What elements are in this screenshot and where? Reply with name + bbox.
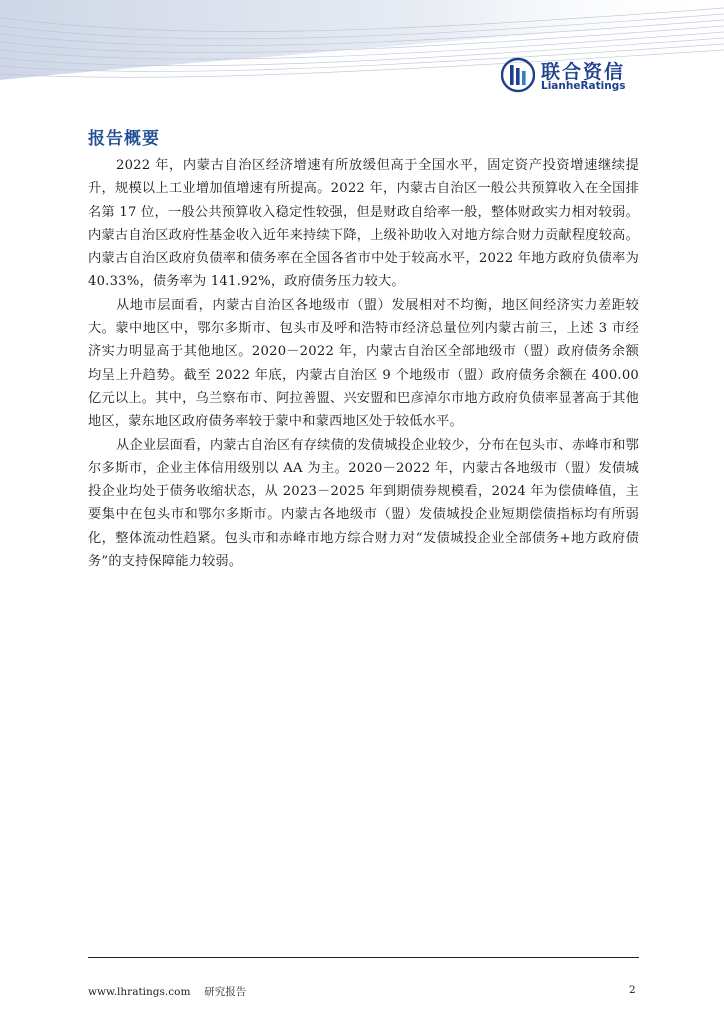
logo-text-en: LianheRatings	[541, 80, 626, 92]
paragraph-city-level: 从地市层面看，内蒙古自治区各地级市（盟）发展相对不均衡，地区间经济实力差距较大。蒙中地区中，鄂尔多斯市、包头市及呼和浩特市经济总量位列内蒙古前三，上述 3 市经济实力明显高于其他地区。2020－2022 年，内蒙古自治区全部地级市（盟）政府债务余额均呈上升趋势。截至 2022 年底，内蒙古自治区 9 个地级市（盟）政府债务余额在 400.00 亿元以上。其中，乌兰察布市、阿拉善盟、兴安盟和巴彦淖尔市地方政府负债率显著高于其他地区，蒙东地区政府债务率较于蒙中和蒙西地区处于较低水平。	[88, 297, 639, 430]
section-title: 报告概要	[88, 129, 160, 149]
report-summary-body	[88, 154, 639, 573]
paragraph-enterprise-level: 从企业层面看，内蒙古自治区有存续债的发债城投企业较少，分布在包头市、赤峰市和鄂尔多斯市，企业主体信用级别以 AA 为主。2020－2022 年，内蒙古各地级市（盟）发债城投企业均处于债务收缩状态，从 2023－2025 年到期债券规模看，2024 年为偿债峰值，主要集中在包头市和鄂尔多斯市。内蒙古各地级市（盟）发债城投企业短期偿债指标均有所弱化，整体流动性趋紧。包头市和赤峰市地方综合财力对“发债城投企业全部债务+地方政府债务”的支持保障能力较弱。	[88, 437, 639, 570]
paragraph-province-overview: 2022 年，内蒙古自治区经济增速有所放缓但高于全国水平，固定资产投资增速继续提升，规模以上工业增加值增速有所提高。2022 年，内蒙古自治区一般公共预算收入在全国排名第 17 位，一般公共预算收入稳定性较强，但是财政自给率一般，整体财政实力相对较弱。内蒙古自治区政府性基金收入近年来持续下降，上级补助收入对地方综合财力贡献程度较高。内蒙古自治区政府负债率和债务率在全国各省市中处于较高水平，2022 年地方政府负债率为 40.33%，债务率为 141.92%，政府债务压力较大。	[88, 158, 639, 290]
logo-text-cn: 联合资信	[541, 61, 626, 83]
lianhe-logo-icon	[501, 57, 535, 93]
page-number: 2	[629, 984, 636, 996]
footer-divider	[88, 957, 639, 958]
header-wave-decoration	[0, 0, 724, 110]
footer-site-label: www.lhratings.com 研究报告	[88, 986, 247, 998]
lianhe-ratings-logo	[501, 57, 631, 93]
